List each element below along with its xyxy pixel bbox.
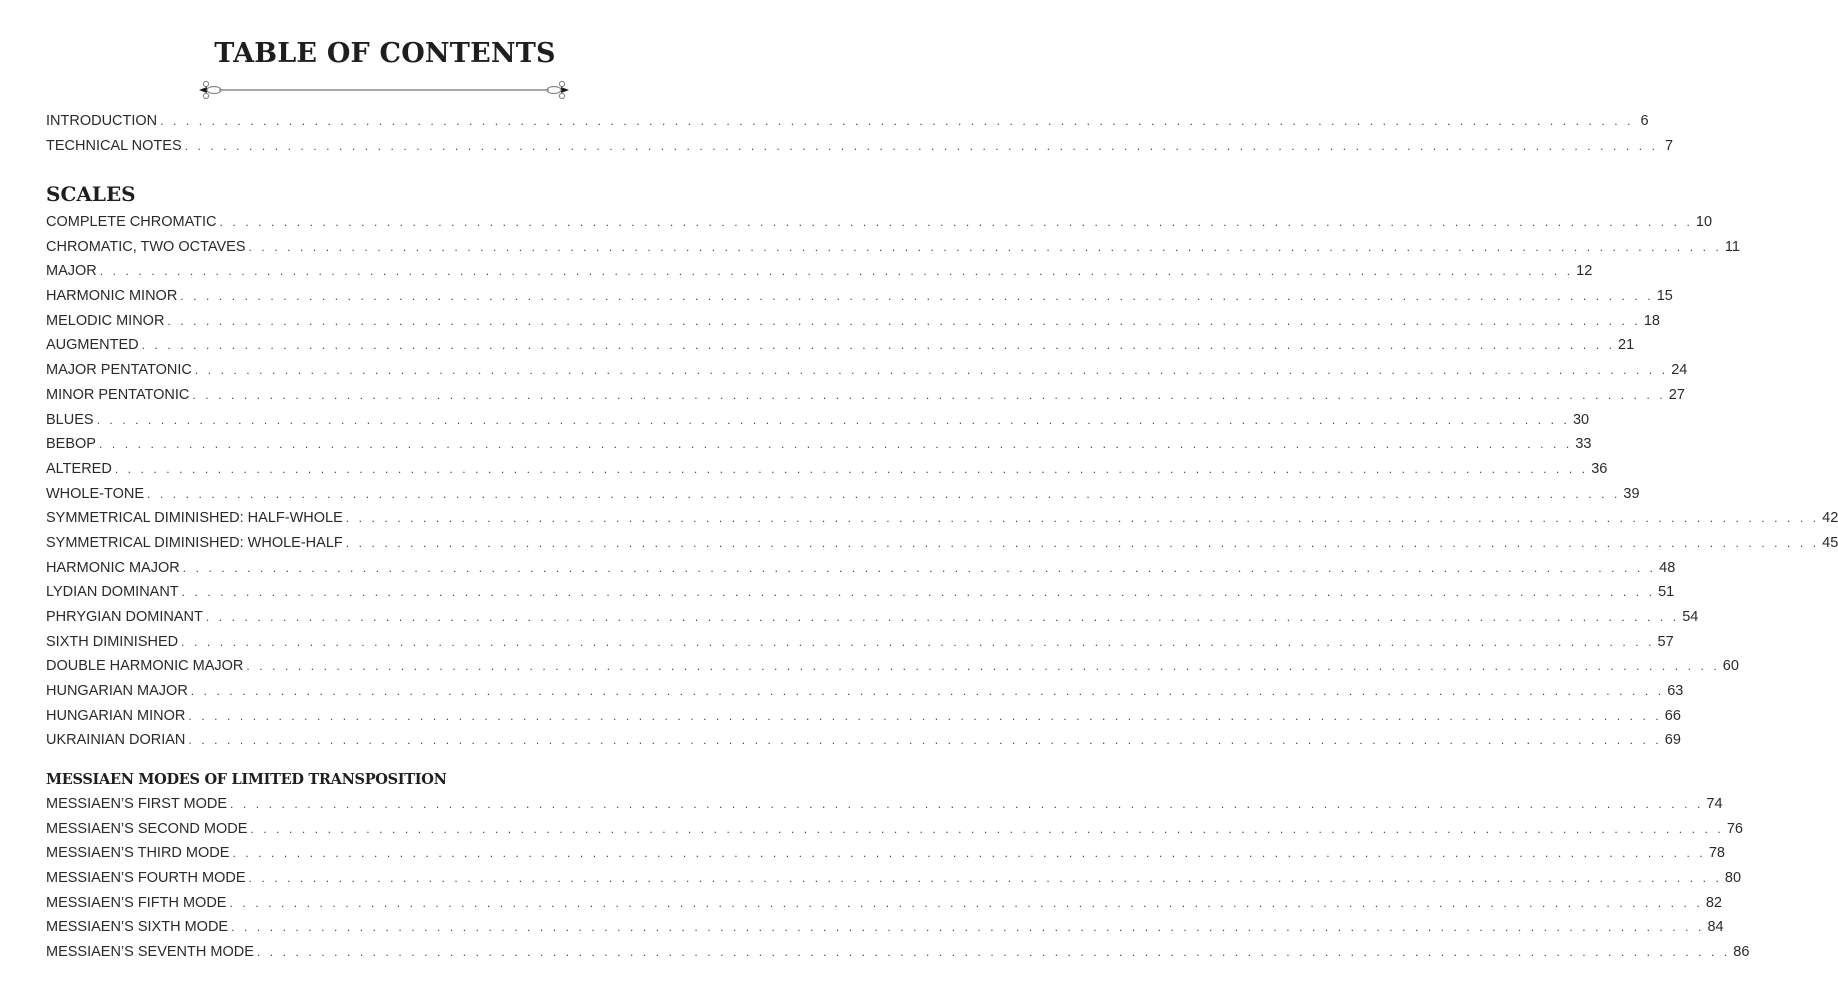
- entry-label: HUNGARIAN MAJOR: [46, 683, 188, 700]
- toc-entry[interactable]: [46, 707, 1681, 733]
- ornamental-divider-icon: [197, 80, 571, 100]
- right-flourish-icon: [547, 81, 569, 98]
- toc-entry[interactable]: [46, 510, 1838, 535]
- dot-leader: . . . . . . . . . . . . . . . . . . . . . . . . . . . . . . . . . . . . . . . . . . . . . . . . . . . . . . . . . . . . . . . . . . . . . . . . . . . . . . . . . . . . . . . . . . . . . . . . . . . . . . . . . . . . . . . . . . .: [99, 264, 1574, 279]
- dot-leader: . . . . . . . . . . . . . . . . . . . . . . . . . . . . . . . . . . . . . . . . . . . . . . . . . . . . . . . . . . . . . . . . . . . . . . . . . . . . . . . . . . . . . . . . . . . . . . . . . . . . . . . . . . . . . . . . . . .: [188, 733, 1662, 748]
- page-number: 74: [1706, 796, 1723, 812]
- page-number: 57: [1657, 633, 1674, 650]
- toc-entry[interactable]: [46, 288, 1673, 313]
- toc-entry[interactable]: [46, 919, 1724, 944]
- dot-leader: . . . . . . . . . . . . . . . . . . . . . . . . . . . . . . . . . . . . . . . . . . . . . . . . . . . . . . . . . . . . . . . . . . . . . . . . . . . . . . . . . . . . . . . . . . . . . . . . . . . . . . . . . . . . . . . . . . .: [232, 846, 1706, 861]
- page-number: 15: [1656, 288, 1673, 305]
- page-number: 6: [1640, 113, 1649, 129]
- entry-label: MELODIC MINOR: [46, 312, 165, 329]
- page-number: 51: [1658, 584, 1675, 601]
- dot-leader: . . . . . . . . . . . . . . . . . . . . . . . . . . . . . . . . . . . . . . . . . . . . . . . . . . . . . . . . . . . . . . . . . . . . . . . . . . . . . . . . . . . . . . . . . . . . . . . . . . . . . . . . . . . . . . . . . . .: [184, 138, 1659, 153]
- page-number: 80: [1724, 870, 1742, 887]
- entry-label: DOUBLE HARMONIC MAJOR: [46, 658, 244, 675]
- page-number: 86: [1733, 944, 1750, 961]
- toc-entry[interactable]: [46, 113, 1649, 138]
- page-number: 78: [1708, 845, 1725, 862]
- entry-label: MESSIAEN’S FIFTH MODE: [46, 894, 227, 911]
- page-number: 12: [1576, 263, 1593, 280]
- dot-leader: . . . . . . . . . . . . . . . . . . . . . . . . . . . . . . . . . . . . . . . . . . . . . . . . . . . . . . . . . . . . . . . . . . . . . . . . . . . . . . . . . . . . . . . . . . . . . . . . . . . . . . . . . . . . . . . . . . .: [167, 313, 1641, 328]
- dot-leader: . . . . . . . . . . . . . . . . . . . . . . . . . . . . . . . . . . . . . . . . . . . . . . . . . . . . . . . . . . . . . . . . . . . . . . . . . . . . . . . . . . . . . . . . . . . . . . . . . . . . . . . . . . . . . . . . . . .: [205, 610, 1680, 624]
- page-number: 24: [1671, 362, 1688, 379]
- toc-entry[interactable]: [46, 485, 1640, 511]
- entry-label: MINOR PENTATONIC: [46, 386, 190, 403]
- dot-leader: . . . . . . . . . . . . . . . . . . . . . . . . . . . . . . . . . . . . . . . . . . . . . . . . . . . . . . . . . . . . . . . . . . . . . . . . . . . . . . . . . . . . . . . . . . . . . . . . . . . . . . . . . . . . . . . . . . .: [141, 338, 1616, 353]
- dot-leader: . . . . . . . . . . . . . . . . . . . . . . . . . . . . . . . . . . . . . . . . . . . . . . . . . . . . . . . . . . . . . . . . . . . . . . . . . . . . . . . . . . . . . . . . . . . . . . . . . . . . . . . . . . . . . . . . . . .: [114, 461, 1589, 476]
- dot-leader: . . . . . . . . . . . . . . . . . . . . . . . . . . . . . . . . . . . . . . . . . . . . . . . . . . . . . . . . . . . . . . . . . . . . . . . . . . . . . . . . . . . . . . . . . . . . . . . . . . . . . . . . . . . . . . . . . . .: [181, 634, 1655, 649]
- dot-leader: . . . . . . . . . . . . . . . . . . . . . . . . . . . . . . . . . . . . . . . . . . . . . . . . . . . . . . . . . . . . . . . . . . . . . . . . . . . . . . . . . . . . . . . . . . . . . . . . . . . . . . . . . . . . . . . . . . .: [147, 486, 1621, 501]
- dot-leader: . . . . . . . . . . . . . . . . . . . . . . . . . . . . . . . . . . . . . . . . . . . . . . . . . . . . . . . . . . . . . . . . . . . . . . . . . . . . . . . . . . . . . . . . . . . . . . . . . . . . . . . . . . . . . . . . . . .: [246, 659, 1720, 674]
- dot-leader: . . . . . . . . . . . . . . . . . . . . . . . . . . . . . . . . . . . . . . . . . . . . . . . . . . . . . . . . . . . . . . . . . . . . . . . . . . . . . . . . . . . . . . . . . . . . . . . . . . . . . . . . . . . . . . . . . . .: [229, 895, 1703, 910]
- entry-label: MESSIAEN’S FIRST MODE: [46, 796, 228, 812]
- dot-leader: . . . . . . . . . . . . . . . . . . . . . . . . . . . . . . . . . . . . . . . . . . . . . . . . . . . . . . . . . . . . . . . . . . . . . . . . . . . . . . . . . . . . . . . . . . . . . . . . . . . . . . . . . . . . . . . . . . .: [345, 535, 1820, 550]
- dot-leader: . . . . . . . . . . . . . . . . . . . . . . . . . . . . . . . . . . . . . . . . . . . . . . . . . . . . . . . . . . . . . . . . . . . . . . . . . . . . . . . . . . . . . . . . . . . . . . . . . . . . . . . . . . . . . . . . . . .: [98, 437, 1573, 452]
- entry-label: MESSIAEN’S THIRD MODE: [46, 845, 230, 862]
- entry-label: WHOLE-TONE: [46, 485, 145, 502]
- section-heading-messiaen: MESSIAEN MODES OF LIMITED TRANSPOSITION: [46, 771, 447, 788]
- dot-leader: . . . . . . . . . . . . . . . . . . . . . . . . . . . . . . . . . . . . . . . . . . . . . . . . . . . . . . . . . . . . . . . . . . . . . . . . . . . . . . . . . . . . . . . . . . . . . . . . . . . . . . . . . . . . . . . . . . .: [219, 215, 1693, 229]
- front-matter-list: [46, 113, 1674, 162]
- dot-leader: . . . . . . . . . . . . . . . . . . . . . . . . . . . . . . . . . . . . . . . . . . . . . . . . . . . . . . . . . . . . . . . . . . . . . . . . . . . . . . . . . . . . . . . . . . . . . . . . . . . . . . . . . . . . . . . . . . .: [250, 821, 1724, 836]
- dot-leader: . . . . . . . . . . . . . . . . . . . . . . . . . . . . . . . . . . . . . . . . . . . . . . . . . . . . . . . . . . . . . . . . . . . . . . . . . . . . . . . . . . . . . . . . . . . . . . . . . . . . . . . . . . . . . . . . . . .: [248, 239, 1722, 254]
- entry-label: COMPLETE CHROMATIC: [46, 214, 217, 230]
- dot-leader: . . . . . . . . . . . . . . . . . . . . . . . . . . . . . . . . . . . . . . . . . . . . . . . . . . . . . . . . . . . . . . . . . . . . . . . . . . . . . . . . . . . . . . . . . . . . . . . . . . . . . . . . . . . . . . . . . . .: [181, 585, 1656, 600]
- dot-leader: . . . . . . . . . . . . . . . . . . . . . . . . . . . . . . . . . . . . . . . . . . . . . . . . . . . . . . . . . . . . . . . . . . . . . . . . . . . . . . . . . . . . . . . . . . . . . . . . . . . . . . . . . . . . . . . . . . .: [256, 945, 1731, 960]
- entry-label: SYMMETRICAL DIMINISHED: WHOLE-HALF: [46, 534, 343, 551]
- toc-entry[interactable]: [46, 609, 1699, 634]
- left-flourish-icon: [199, 81, 221, 98]
- entry-label: MESSIAEN’S SEVENTH MODE: [46, 944, 254, 961]
- dot-leader: . . . . . . . . . . . . . . . . . . . . . . . . . . . . . . . . . . . . . . . . . . . . . . . . . . . . . . . . . . . . . . . . . . . . . . . . . . . . . . . . . . . . . . . . . . . . . . . . . . . . . . . . . . . . . . . . . . .: [182, 560, 1657, 575]
- entry-label: MAJOR: [46, 263, 97, 280]
- toc-entry[interactable]: [46, 732, 1681, 757]
- page-number: 48: [1659, 559, 1676, 576]
- page-number: 45: [1822, 534, 1838, 551]
- entry-label: SIXTH DIMINISHED: [46, 633, 179, 650]
- page-number: 63: [1667, 683, 1684, 700]
- page-number: 39: [1623, 485, 1640, 502]
- page-number: 21: [1618, 337, 1635, 354]
- toc-entry[interactable]: [46, 137, 1674, 163]
- dot-leader: . . . . . . . . . . . . . . . . . . . . . . . . . . . . . . . . . . . . . . . . . . . . . . . . . . . . . . . . . . . . . . . . . . . . . . . . . . . . . . . . . . . . . . . . . . . . . . . . . . . . . . . . . . . . . . . . . . .: [230, 797, 1704, 811]
- entry-label: BLUES: [46, 411, 94, 428]
- dot-leader: . . . . . . . . . . . . . . . . . . . . . . . . . . . . . . . . . . . . . . . . . . . . . . . . . . . . . . . . . . . . . . . . . . . . . . . . . . . . . . . . . . . . . . . . . . . . . . . . . . . . . . . . . . . . . . . . . . .: [160, 114, 1634, 128]
- page-number: 69: [1664, 732, 1681, 749]
- page-number: 7: [1664, 137, 1674, 154]
- page-number: 82: [1705, 894, 1722, 911]
- page-number: 60: [1722, 658, 1739, 675]
- entry-label: UKRAINIAN DORIAN: [46, 732, 186, 749]
- toc-entry[interactable]: [46, 658, 1739, 683]
- entry-label: MESSIAEN’S FOURTH MODE: [46, 870, 246, 887]
- toc-entry[interactable]: [46, 460, 1608, 486]
- toc-entry[interactable]: [46, 362, 1688, 387]
- entry-label: MESSIAEN’S SIXTH MODE: [46, 919, 229, 936]
- toc-entry[interactable]: [46, 584, 1675, 609]
- entry-label: LYDIAN DOMINANT: [46, 584, 179, 601]
- entry-label: PHRYGIAN DOMINANT: [46, 609, 203, 625]
- entry-label: ALTERED: [46, 460, 112, 477]
- toc-entry[interactable]: [46, 534, 1838, 560]
- dot-leader: . . . . . . . . . . . . . . . . . . . . . . . . . . . . . . . . . . . . . . . . . . . . . . . . . . . . . . . . . . . . . . . . . . . . . . . . . . . . . . . . . . . . . . . . . . . . . . . . . . . . . . . . . . . . . . . . . . .: [192, 387, 1666, 402]
- entry-label: HARMONIC MAJOR: [46, 559, 180, 576]
- toc-entry[interactable]: [46, 559, 1676, 585]
- entry-label: MAJOR PENTATONIC: [46, 362, 192, 379]
- toc-entry[interactable]: [46, 683, 1684, 708]
- toc-entry[interactable]: [46, 796, 1723, 821]
- page-number: 66: [1664, 707, 1681, 724]
- toc-entry[interactable]: [46, 894, 1722, 920]
- toc-entry[interactable]: [46, 944, 1750, 969]
- toc-entry[interactable]: [46, 337, 1635, 362]
- section-heading-scales: SCALES: [46, 182, 136, 206]
- entry-label: HUNGARIAN MINOR: [46, 707, 186, 724]
- dot-leader: . . . . . . . . . . . . . . . . . . . . . . . . . . . . . . . . . . . . . . . . . . . . . . . . . . . . . . . . . . . . . . . . . . . . . . . . . . . . . . . . . . . . . . . . . . . . . . . . . . . . . . . . . . . . . . . . . . .: [231, 920, 1705, 935]
- page-number: 76: [1726, 820, 1743, 837]
- dot-leader: . . . . . . . . . . . . . . . . . . . . . . . . . . . . . . . . . . . . . . . . . . . . . . . . . . . . . . . . . . . . . . . . . . . . . . . . . . . . . . . . . . . . . . . . . . . . . . . . . . . . . . . . . . . . . . . . . . .: [345, 511, 1820, 526]
- entry-label: INTRODUCTION: [46, 113, 158, 129]
- entry-label: SYMMETRICAL DIMINISHED: HALF-WHOLE: [46, 510, 343, 527]
- toc-entry[interactable]: [46, 214, 1713, 239]
- page-number: 36: [1591, 460, 1608, 477]
- page-number: 10: [1695, 214, 1713, 230]
- page-title: TABLE OF CONTENTS: [214, 38, 556, 69]
- toc-entry[interactable]: [46, 411, 1590, 437]
- entry-label: MESSIAEN’S SECOND MODE: [46, 820, 248, 837]
- entry-label: TECHNICAL NOTES: [46, 137, 182, 154]
- toc-entry[interactable]: [46, 845, 1725, 870]
- dot-leader: . . . . . . . . . . . . . . . . . . . . . . . . . . . . . . . . . . . . . . . . . . . . . . . . . . . . . . . . . . . . . . . . . . . . . . . . . . . . . . . . . . . . . . . . . . . . . . . . . . . . . . . . . . . . . . . . . . .: [190, 684, 1665, 699]
- messiaen-list: [46, 796, 1750, 969]
- toc-entry[interactable]: [46, 263, 1593, 288]
- page-number: 33: [1575, 436, 1592, 453]
- entry-label: BEBOP: [46, 436, 96, 453]
- dot-leader: . . . . . . . . . . . . . . . . . . . . . . . . . . . . . . . . . . . . . . . . . . . . . . . . . . . . . . . . . . . . . . . . . . . . . . . . . . . . . . . . . . . . . . . . . . . . . . . . . . . . . . . . . . . . . . . . . . .: [194, 363, 1669, 378]
- dot-leader: . . . . . . . . . . . . . . . . . . . . . . . . . . . . . . . . . . . . . . . . . . . . . . . . . . . . . . . . . . . . . . . . . . . . . . . . . . . . . . . . . . . . . . . . . . . . . . . . . . . . . . . . . . . . . . . . . . .: [248, 871, 1722, 886]
- entry-label: AUGMENTED: [46, 337, 139, 354]
- page-number: 11: [1724, 238, 1740, 255]
- toc-entry[interactable]: [46, 312, 1660, 338]
- toc-entry[interactable]: [46, 386, 1685, 412]
- page-number: 54: [1682, 609, 1699, 625]
- dot-leader: . . . . . . . . . . . . . . . . . . . . . . . . . . . . . . . . . . . . . . . . . . . . . . . . . . . . . . . . . . . . . . . . . . . . . . . . . . . . . . . . . . . . . . . . . . . . . . . . . . . . . . . . . . . . . . . . . . .: [180, 289, 1654, 304]
- entry-label: CHROMATIC, TWO OCTAVES: [46, 238, 246, 255]
- toc-entry[interactable]: [46, 436, 1592, 461]
- toc-entry[interactable]: [46, 633, 1674, 659]
- page-number: 18: [1643, 312, 1660, 329]
- dot-leader: . . . . . . . . . . . . . . . . . . . . . . . . . . . . . . . . . . . . . . . . . . . . . . . . . . . . . . . . . . . . . . . . . . . . . . . . . . . . . . . . . . . . . . . . . . . . . . . . . . . . . . . . . . . . . . . . . . .: [188, 708, 1662, 723]
- toc-entry[interactable]: [46, 238, 1740, 264]
- scales-list: [46, 214, 1838, 757]
- page-number: 30: [1572, 411, 1590, 428]
- dot-leader: . . . . . . . . . . . . . . . . . . . . . . . . . . . . . . . . . . . . . . . . . . . . . . . . . . . . . . . . . . . . . . . . . . . . . . . . . . . . . . . . . . . . . . . . . . . . . . . . . . . . . . . . . . . . . . . . . . .: [96, 412, 1570, 427]
- toc-entry[interactable]: [46, 820, 1743, 846]
- toc-entry[interactable]: [46, 870, 1742, 895]
- page-number: 42: [1822, 510, 1838, 527]
- page-number: 27: [1668, 386, 1685, 403]
- entry-label: HARMONIC MINOR: [46, 288, 178, 305]
- page-number: 84: [1707, 919, 1724, 936]
